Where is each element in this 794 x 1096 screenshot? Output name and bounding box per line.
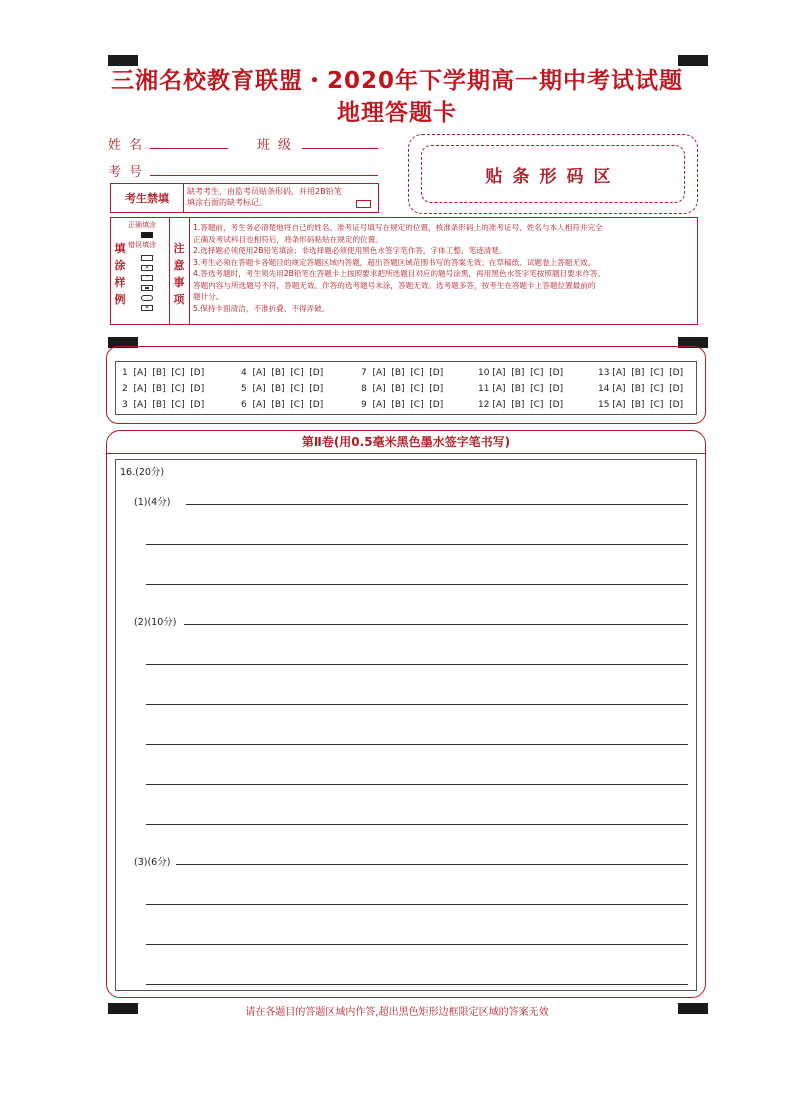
notes-char-3: 事 <box>173 276 185 289</box>
exam-no-label: 考号 <box>108 165 151 180</box>
instructions-box <box>110 217 698 325</box>
answer-line[interactable] <box>146 544 688 545</box>
question-16-label: 16.(20分) <box>120 467 165 478</box>
fill-sample-char-4: 例 <box>114 293 126 306</box>
choice-row-3-col-2[interactable]: 6 [A] [B] [C] [D] <box>241 400 324 410</box>
answer-line[interactable] <box>146 944 688 945</box>
notes-label-section <box>169 218 190 324</box>
name-field[interactable] <box>150 148 228 149</box>
choice-row-2-col-4[interactable]: 11 [A] [B] [C] [D] <box>478 384 564 394</box>
class-label: 班级 <box>257 138 300 153</box>
note-item: 2.选择题必须使用2B铅笔填涂；非选择题必须使用黑色水签字笔作答，字体工整、笔迹清楚。 <box>193 246 507 255</box>
answer-line[interactable] <box>146 904 688 905</box>
answer-line[interactable] <box>146 984 688 985</box>
choice-row-3-col-5[interactable]: 15 [A] [B] [C] [D] <box>598 400 684 410</box>
class-field[interactable] <box>302 148 378 149</box>
sub-question-3-label: (3)(6分) <box>134 857 171 868</box>
answer-line[interactable] <box>176 864 688 865</box>
answer-line[interactable] <box>146 824 688 825</box>
note-item: 正确及考试科目也相符后，将条形码粘贴在规定的位置。 <box>193 234 383 244</box>
forbidden-box <box>110 183 379 213</box>
note-item: 答题内容与所选题号不符，答题无效。作答的选考题号未涂，答题无效。选考题多答，按考生在答题卡上答题位置最前的 <box>193 280 596 290</box>
answer-line[interactable] <box>184 624 688 625</box>
sub-question-1-label: (1)(4分) <box>134 497 171 508</box>
fill-sample-char-2: 涂 <box>114 259 126 272</box>
choice-row-1-col-5[interactable]: 13 [A] [B] [C] [D] <box>598 368 684 378</box>
answer-line[interactable] <box>146 784 688 785</box>
wrong-fill-sample-3: - <box>141 275 153 281</box>
name-label: 姓名 <box>108 138 151 153</box>
note-item: 题计分。 <box>193 292 224 301</box>
barcode-area: 贴条形码区 <box>421 145 685 203</box>
answer-line[interactable] <box>146 744 688 745</box>
note-item: 5.保持卡面清洁，不准折叠、不得弄破。 <box>193 303 330 313</box>
notes-char-2: 意 <box>173 259 185 272</box>
answer-line[interactable] <box>186 504 688 505</box>
correct-fill-label: 正确填涂 <box>128 221 156 229</box>
wrong-fill-sample-2: × <box>141 265 153 271</box>
choice-row-1-col-4[interactable]: 10 [A] [B] [C] [D] <box>478 368 564 378</box>
notes-char-1: 注 <box>173 242 185 255</box>
note-item: 1.答题前，考生务必清楚地将自己的姓名、准考证号填写在规定的位置，核准条形码上的准考证号、姓名与本人相符并完全 <box>193 223 603 232</box>
fill-sample-char-3: 样 <box>114 276 126 289</box>
exam-title: 三湘名校教育联盟・2020年下学期高一期中考试试题 <box>110 68 683 94</box>
choice-row-3-col-3[interactable]: 9 [A] [B] [C] [D] <box>361 400 444 410</box>
choice-grid <box>115 361 697 415</box>
exam-no-field[interactable] <box>150 175 378 176</box>
footer-note: 请在各题目的答题区域内作答,超出黑色矩形边框限定区域的答案无效 <box>245 1007 549 1018</box>
absent-mark-bubble[interactable] <box>356 200 371 208</box>
wrong-fill-sample-6: ✕ <box>141 305 153 311</box>
choice-row-2-col-3[interactable]: 8 [A] [B] [C] [D] <box>361 384 444 394</box>
answer-area-16[interactable] <box>115 459 697 991</box>
choice-row-2-col-2[interactable]: 5 [A] [B] [C] [D] <box>241 384 324 394</box>
choice-row-1-col-1[interactable]: 1 [A] [B] [C] [D] <box>122 368 205 378</box>
section2-outer <box>106 430 706 998</box>
wrong-fill-label: 错误填涂 <box>128 241 156 249</box>
wrong-fill-sample-5 <box>141 295 153 301</box>
sub-question-2-label: (2)(10分) <box>134 617 177 628</box>
wrong-fill-sample-4 <box>141 285 153 291</box>
notes-char-4: 项 <box>173 293 185 306</box>
choice-row-2-col-5[interactable]: 14 [A] [B] [C] [D] <box>598 384 684 394</box>
absent-note: 缺考考生，由监考员贴条形码，并用2B铅笔填涂右面的缺考标记。 <box>187 187 342 207</box>
choice-row-2-col-1[interactable]: 2 [A] [B] [C] [D] <box>122 384 205 394</box>
choice-row-3-col-4[interactable]: 12 [A] [B] [C] [D] <box>478 400 564 410</box>
note-item: 4.答选考题时，考生须先用2B铅笔在答题卡上按照要求把所选题目对应的题号涂黑，再用黑色水签字笔按照题目要求作答。 <box>193 269 606 278</box>
section2-title: 第Ⅱ卷(用0.5毫米黑色墨水签字笔书写) <box>107 431 705 454</box>
answer-line[interactable] <box>146 584 688 585</box>
wrong-fill-sample-1 <box>141 255 153 261</box>
correct-fill-sample <box>141 232 153 238</box>
choice-row-3-col-1[interactable]: 3 [A] [B] [C] [D] <box>122 400 205 410</box>
barcode-area-outer <box>408 134 698 214</box>
fill-sample-section <box>111 218 170 324</box>
choice-row-1-col-2[interactable]: 4 [A] [B] [C] [D] <box>241 368 324 378</box>
note-item: 3.考生必须在答题卡各题目的规定答题区域内答题，超出答题区域范围书写的答案无效；在草稿纸、试题卷上答题无效。 <box>193 257 596 267</box>
choice-row-1-col-3[interactable]: 7 [A] [B] [C] [D] <box>361 368 444 378</box>
subject-title: 地理答题卡 <box>337 100 457 126</box>
choice-section-outer <box>106 346 706 424</box>
answer-line[interactable] <box>146 664 688 665</box>
answer-line[interactable] <box>146 704 688 705</box>
fill-sample-char-1: 填 <box>114 242 126 255</box>
forbidden-label: 考生禁填 <box>111 184 184 212</box>
